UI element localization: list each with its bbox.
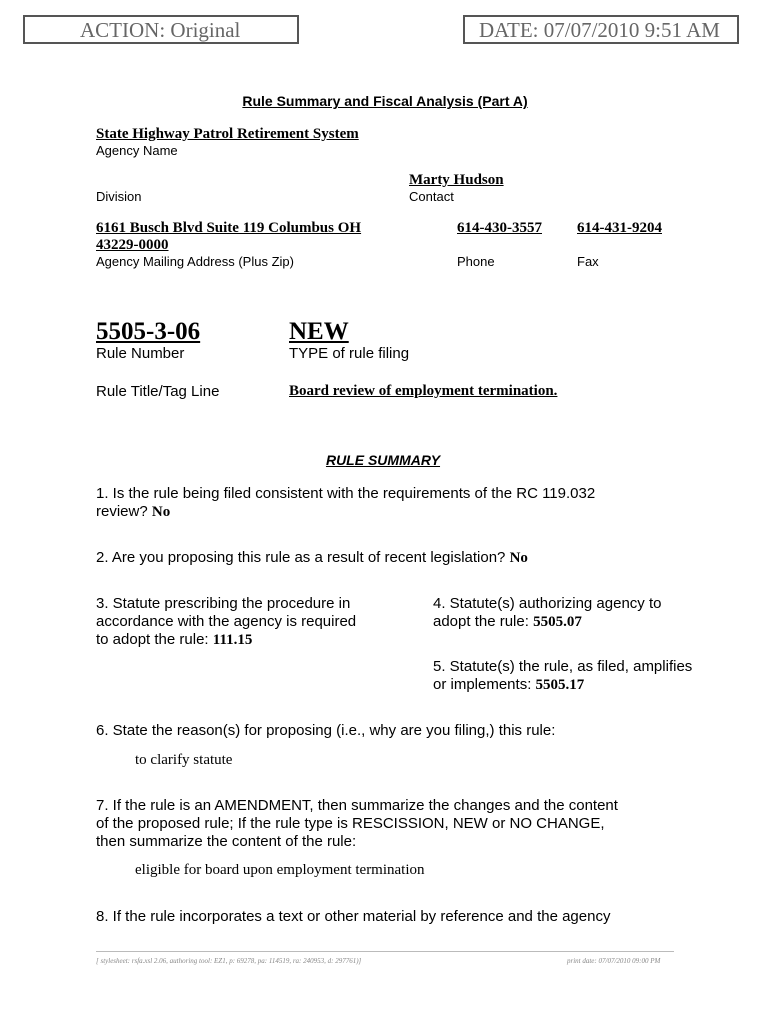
question-7-line3: then summarize the content of the rule:	[96, 833, 357, 850]
agency-name-label: Agency Name	[96, 143, 178, 158]
question-4	[433, 595, 661, 631]
question-3	[96, 595, 356, 649]
action-text: ACTION: Original	[80, 18, 241, 42]
question-2	[96, 549, 528, 567]
rule-number-label: Rule Number	[96, 345, 185, 362]
footer-right: print date: 07/07/2010 09:00 PM	[567, 957, 661, 965]
question-5-line2	[433, 676, 692, 694]
question-2-answer: No	[509, 550, 528, 566]
footer-left: [ stylesheet: rsfa.xsl 2.06, authoring tool: EZ1, p: 69278, pa: 114519, ra: 240953, d: 297761)]	[96, 957, 362, 965]
action-box	[23, 15, 299, 44]
fax-value: 614-431-9204	[577, 220, 662, 236]
question-5-line1: 5. Statute(s) the rule, as filed, amplifies	[433, 658, 693, 675]
question-3-line3	[96, 631, 356, 649]
question-3-line1: 3. Statute prescribing the procedure in	[96, 595, 351, 612]
question-4-line1: 4. Statute(s) authorizing agency to	[433, 595, 662, 612]
question-4-line2	[433, 613, 661, 631]
question-3-text: to adopt the rule:	[96, 631, 209, 648]
question-1	[96, 485, 595, 521]
rule-summary-heading: RULE SUMMARY	[325, 452, 441, 468]
question-6: 6. State the reason(s) for proposing (i.e., why are you filing,) this rule:	[96, 722, 556, 739]
question-4-answer: 5505.07	[533, 614, 582, 630]
question-3-line2: accordance with the agency is required	[96, 613, 357, 630]
rule-type-label: TYPE of rule filing	[289, 345, 410, 362]
question-7-line2: of the proposed rule; If the rule type is RESCISSION, NEW or NO CHANGE,	[96, 815, 605, 832]
page-title: Rule Summary and Fiscal Analysis (Part A)	[242, 93, 528, 109]
contact-label: Contact	[409, 189, 454, 204]
division-label: Division	[96, 189, 142, 204]
fax-label: Fax	[577, 254, 599, 269]
question-5-text: or implements:	[433, 676, 532, 693]
agency-name-value: State Highway Patrol Retirement System	[96, 126, 359, 142]
question-1-text: review?	[96, 503, 148, 520]
question-2-text: 2. Are you proposing this rule as a result of recent legislation?	[96, 549, 506, 566]
address-line1: 6161 Busch Blvd Suite 119 Columbus OH	[96, 220, 362, 236]
rule-title-value: Board review of employment termination.	[289, 383, 558, 399]
question-8-line1: 8. If the rule incorporates a text or other material by reference and the agency	[96, 908, 611, 925]
question-6-answer: to clarify statute	[135, 752, 233, 768]
question-1-answer: No	[151, 504, 171, 520]
rule-title-label: Rule Title/Tag Line	[96, 383, 220, 400]
date-text: DATE: 07/07/2010 9:51 AM	[479, 18, 720, 42]
question-7	[96, 797, 618, 851]
question-1-line1: 1. Is the rule being filed consistent with the requirements of the RC 119.032	[96, 485, 596, 502]
question-7-answer: eligible for board upon employment termination	[135, 862, 425, 878]
address-line2: 43229-0000	[96, 237, 169, 253]
question-4-text: adopt the rule:	[433, 613, 529, 630]
phone-label: Phone	[457, 254, 495, 269]
question-5	[433, 658, 692, 694]
question-7-line1: 7. If the rule is an AMENDMENT, then summarize the changes and the content	[96, 797, 618, 814]
rule-type-value: NEW	[289, 318, 349, 345]
contact-value: Marty Hudson	[409, 172, 504, 188]
date-box	[463, 15, 739, 44]
question-3-answer: 111.15	[212, 632, 253, 648]
question-5-answer: 5505.17	[535, 677, 585, 693]
phone-value: 614-430-3557	[457, 220, 542, 236]
rule-number-value: 5505-3-06	[96, 318, 201, 345]
address-label: Agency Mailing Address (Plus Zip)	[96, 254, 294, 269]
footer-rule	[96, 951, 674, 952]
question-1-line2	[96, 503, 595, 521]
